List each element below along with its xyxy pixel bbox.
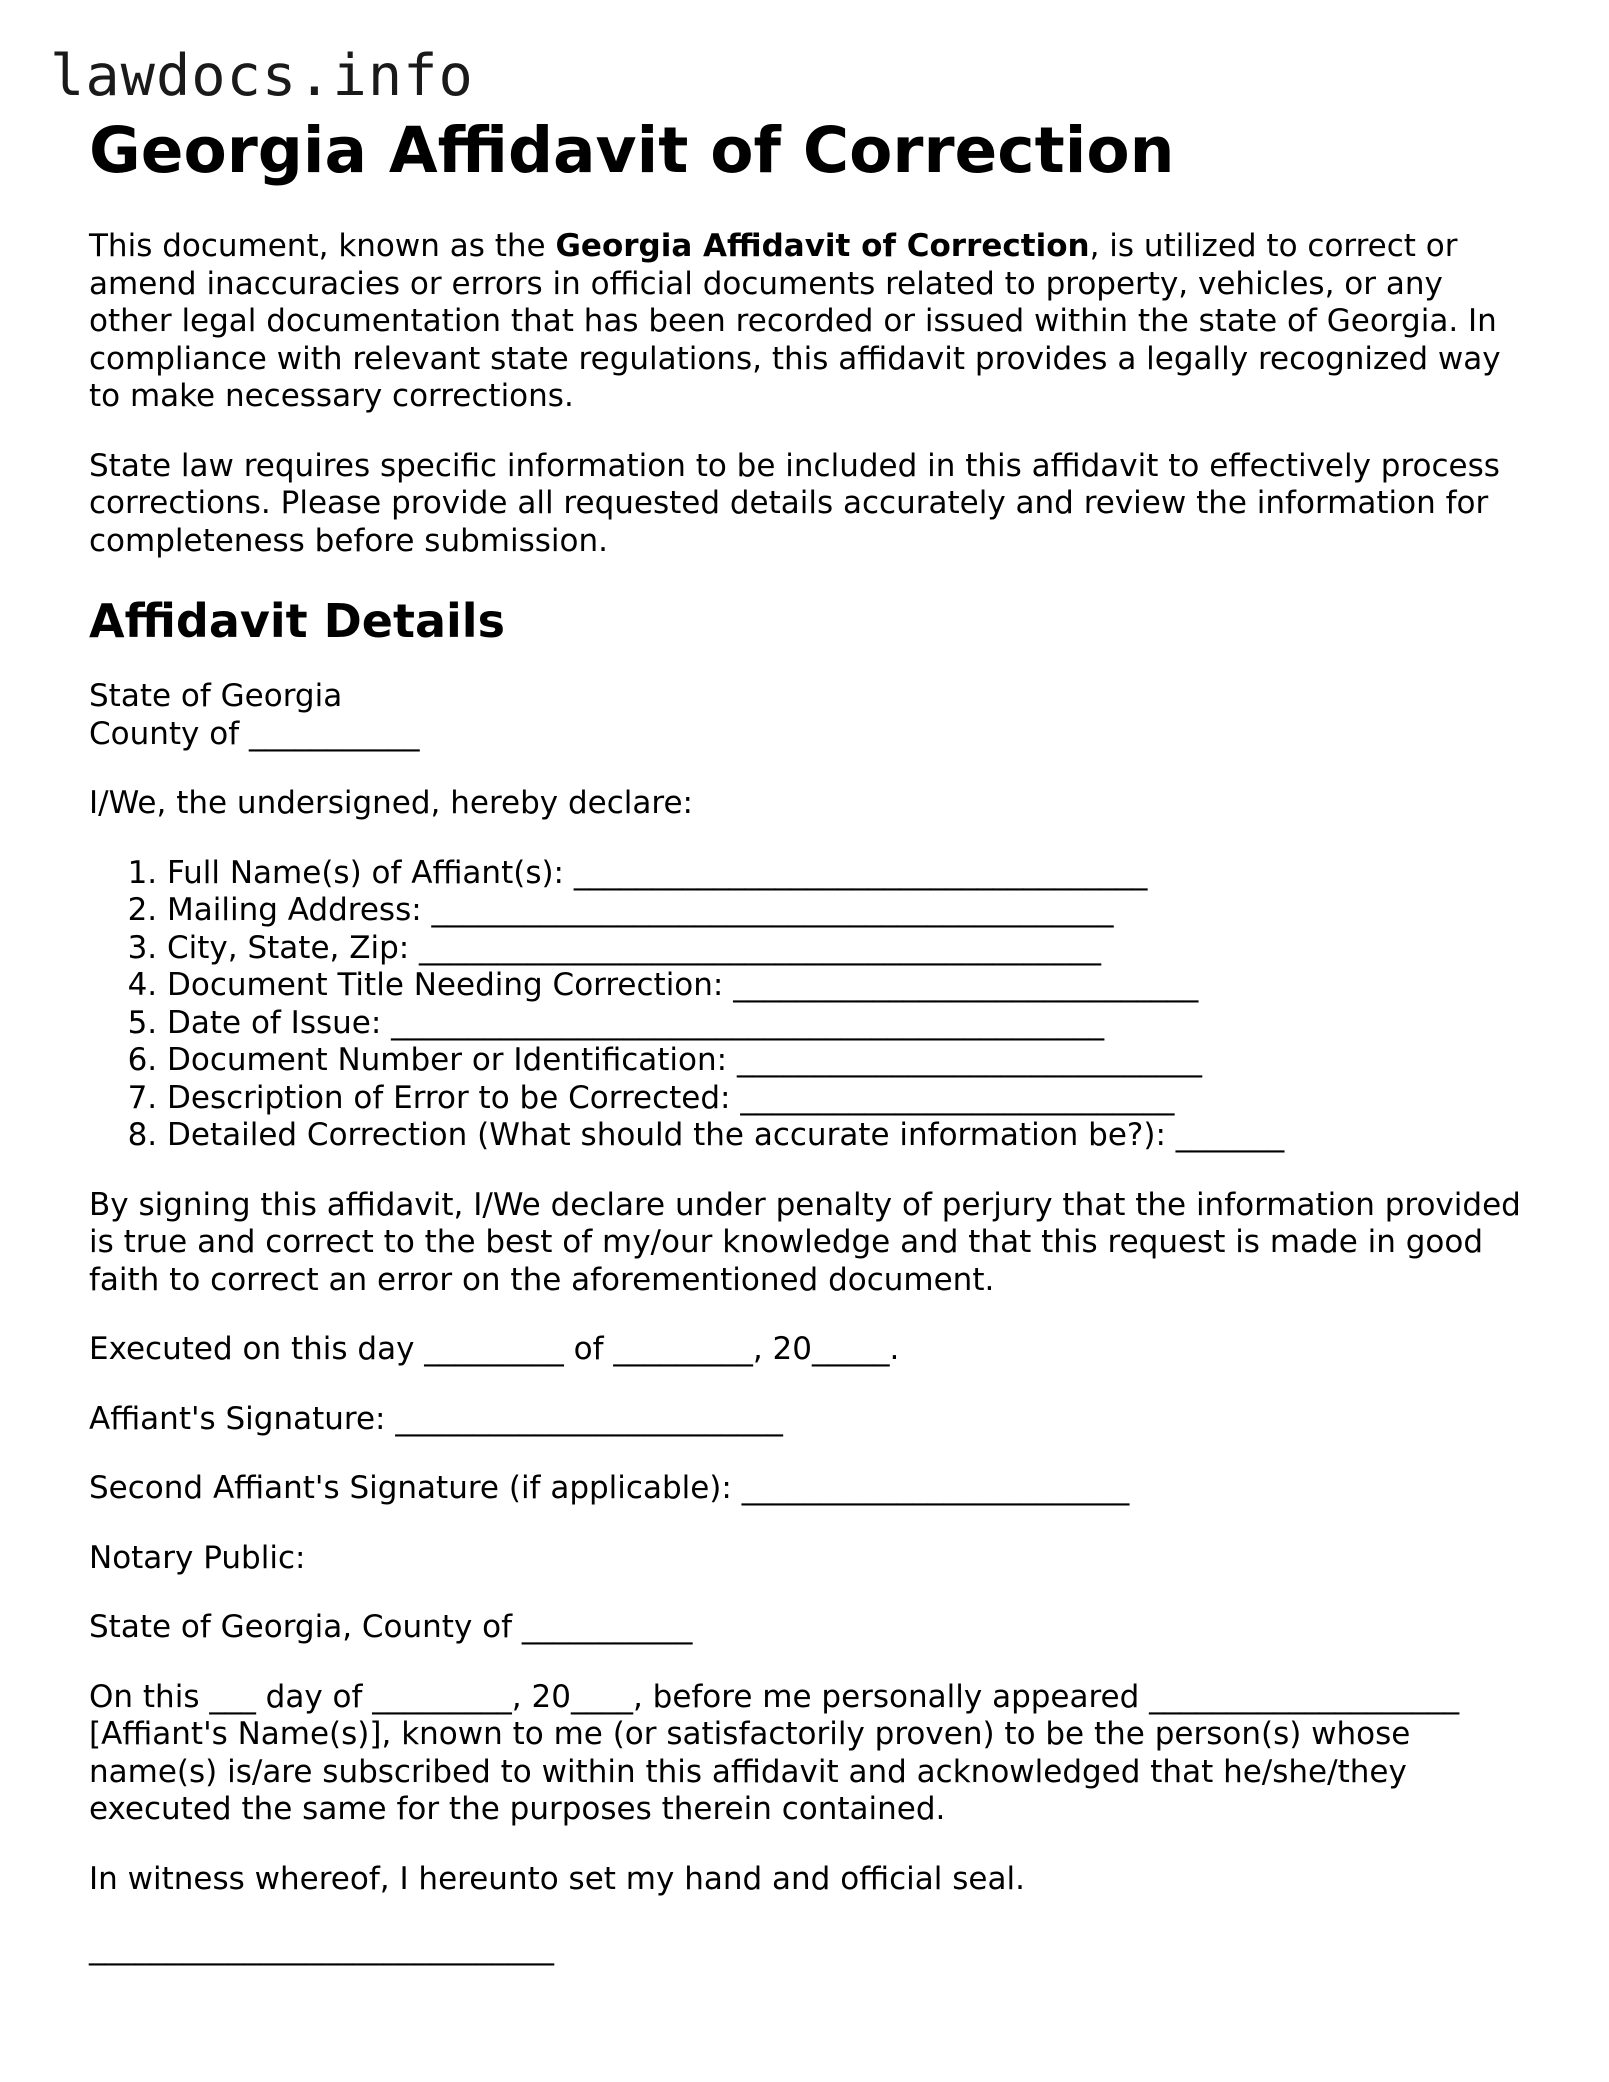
- state-county-block: [89, 678, 1529, 753]
- declare-line: I/We, the undersigned, hereby declare:: [89, 785, 693, 821]
- list-item: 5. Date of Issue: ______________________________________________: [167, 1005, 1529, 1043]
- notary-label: Notary Public:: [89, 1539, 306, 1576]
- notary-county-line: State of Georgia, County of ___________: [89, 1609, 693, 1645]
- executed-line: Executed on this day _________ of _________, 20_____.: [89, 1331, 900, 1367]
- section-heading: Affidavit Details: [89, 594, 505, 648]
- intro-prefix: This document, known as the: [89, 228, 556, 264]
- intro-bold-title: Georgia Affidavit of Correction: [555, 228, 1090, 264]
- intro-suffix: , is utilized to correct or amend inaccuracies or errors in official documents related to property, vehicles, or any other legal documentation that has been recorded or issued within the state of Georgia. In compliance with relevant state regulations, this affidavit provides a legally recognized way to make necessary corrections.: [89, 228, 1501, 414]
- document-body: [89, 112, 1529, 1968]
- witness-line: In witness whereof, I hereunto set my hand and official seal.: [89, 1860, 1025, 1897]
- notary-signature-line: ______________________________: [89, 1930, 554, 1966]
- requirement-paragraph: State law requires specific information to be included in this affidavit to effectively process corrections. Please provide all requested details accurately and review the information for completeness before submission.: [89, 447, 1500, 559]
- list-item: 1. Full Name(s) of Affiant(s): _____________________________________: [167, 855, 1529, 893]
- intro-paragraph: [89, 228, 1529, 416]
- list-item: 6. Document Number or Identification: ______________________________: [167, 1042, 1529, 1080]
- state-line: State of Georgia: [89, 678, 343, 714]
- affiant-signature-line: Affiant's Signature: _________________________: [89, 1400, 783, 1437]
- list-item: 4. Document Title Needing Correction: ______________________________: [167, 967, 1529, 1005]
- notary-paragraph: On this ___ day of _________, 20____, before me personally appeared ____________________ [Affiant's Name(s)], known to me (or satisfactorily proven) to be the person(s) whose name(s) is/are subscribed to within this affidavit and acknowledged that he/she/they executed the same for the purposes therein contained.: [89, 1678, 1460, 1827]
- perjury-paragraph: By signing this affidavit, I/We declare under penalty of perjury that the information provided is true and correct to the best of my/our knowledge and that this request is made in good faith to correct an error on the aforementioned document.: [89, 1186, 1521, 1298]
- document-title: Georgia Affidavit of Correction: [89, 114, 1175, 187]
- second-affiant-signature-line: Second Affiant's Signature (if applicable): _________________________: [89, 1470, 1130, 1506]
- affidavit-fields-list: [89, 855, 1529, 1155]
- list-item: 8. Detailed Correction (What should the accurate information be?): _______: [167, 1117, 1529, 1155]
- list-item: 7. Description of Error to be Corrected: ____________________________: [167, 1080, 1529, 1118]
- list-item: 2. Mailing Address: ____________________________________________: [167, 892, 1529, 930]
- list-item: 3. City, State, Zip: ____________________________________________: [167, 930, 1529, 968]
- county-line: County of ___________: [89, 715, 420, 752]
- site-watermark: lawdocs.info: [50, 43, 474, 109]
